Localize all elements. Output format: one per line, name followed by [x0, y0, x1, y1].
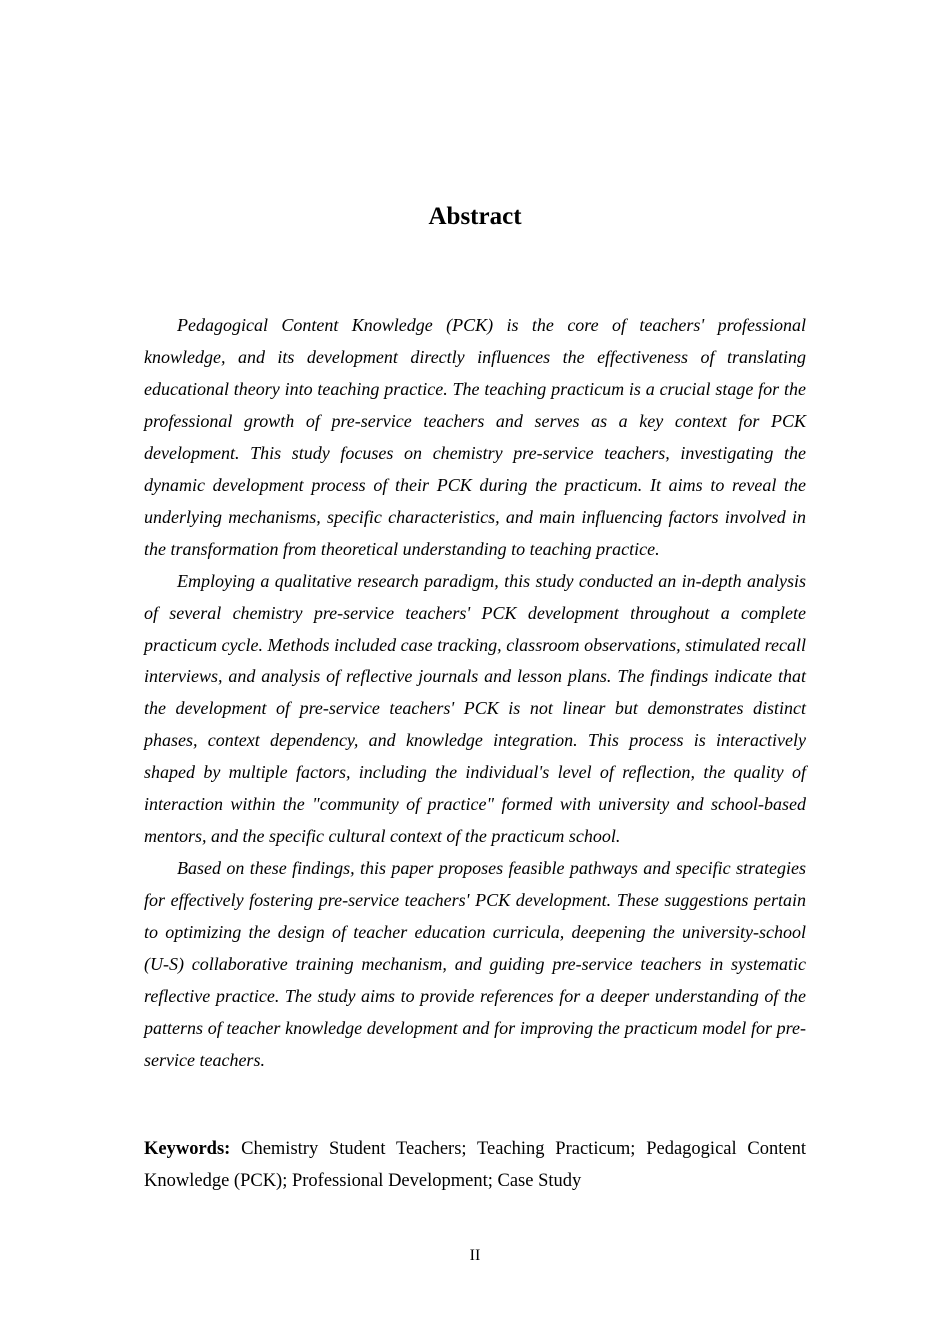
keywords-label: Keywords: — [144, 1139, 231, 1159]
abstract-paragraph-3: Based on these findings, this paper proposes feasible pathways and specific strategies for effectively fostering pre-service teachers' PCK development. These suggestions pertain to optimizing the design of teacher education curricula, deepening the university-school (U-S) collaborative training mechanism, and guiding pre-service teachers in systematic reflective practice. The study aims to provide references for a deeper understanding of the patterns of teacher knowledge development and for improving the practicum model for pre-service teachers. — [144, 858, 806, 1070]
abstract-body — [144, 310, 806, 1077]
page-title: Abstract — [428, 203, 522, 230]
keywords-text: Chemistry Student Teachers; Teaching Practicum; Pedagogical Content Knowledge (PCK); Professional Development; Case Study — [144, 1139, 806, 1191]
page-number: II — [469, 1247, 481, 1264]
keywords-line — [144, 1133, 806, 1197]
abstract-paragraph-1: Pedagogical Content Knowledge (PCK) is the core of teachers' professional knowledge, and its development directly influences the effectiveness of translating educational theory into teaching practice. The teaching practicum is a crucial stage for the professional growth of pre-service teachers and serves as a key context for PCK development. This study focuses on chemistry pre-service teachers, investigating the dynamic development process of their PCK during the practicum. It aims to reveal the underlying mechanisms, specific characteristics, and main influencing factors involved in the transformation from theoretical understanding to teaching practice. — [144, 315, 806, 559]
abstract-paragraph-2: Employing a qualitative research paradigm, this study conducted an in-depth analysis of several chemistry pre-service teachers' PCK development throughout a complete practicum cycle. Methods included case tracking, classroom observations, stimulated recall interviews, and analysis of reflective journals and lesson plans. The findings indicate that the development of pre-service teachers' PCK is not linear but demonstrates distinct phases, context dependency, and knowledge integration. This process is interactively shaped by multiple factors, including the individual's level of reflection, the quality of interaction within the "community of practice" formed with university and school-based mentors, and the specific cultural context of the practicum school. — [144, 570, 806, 847]
